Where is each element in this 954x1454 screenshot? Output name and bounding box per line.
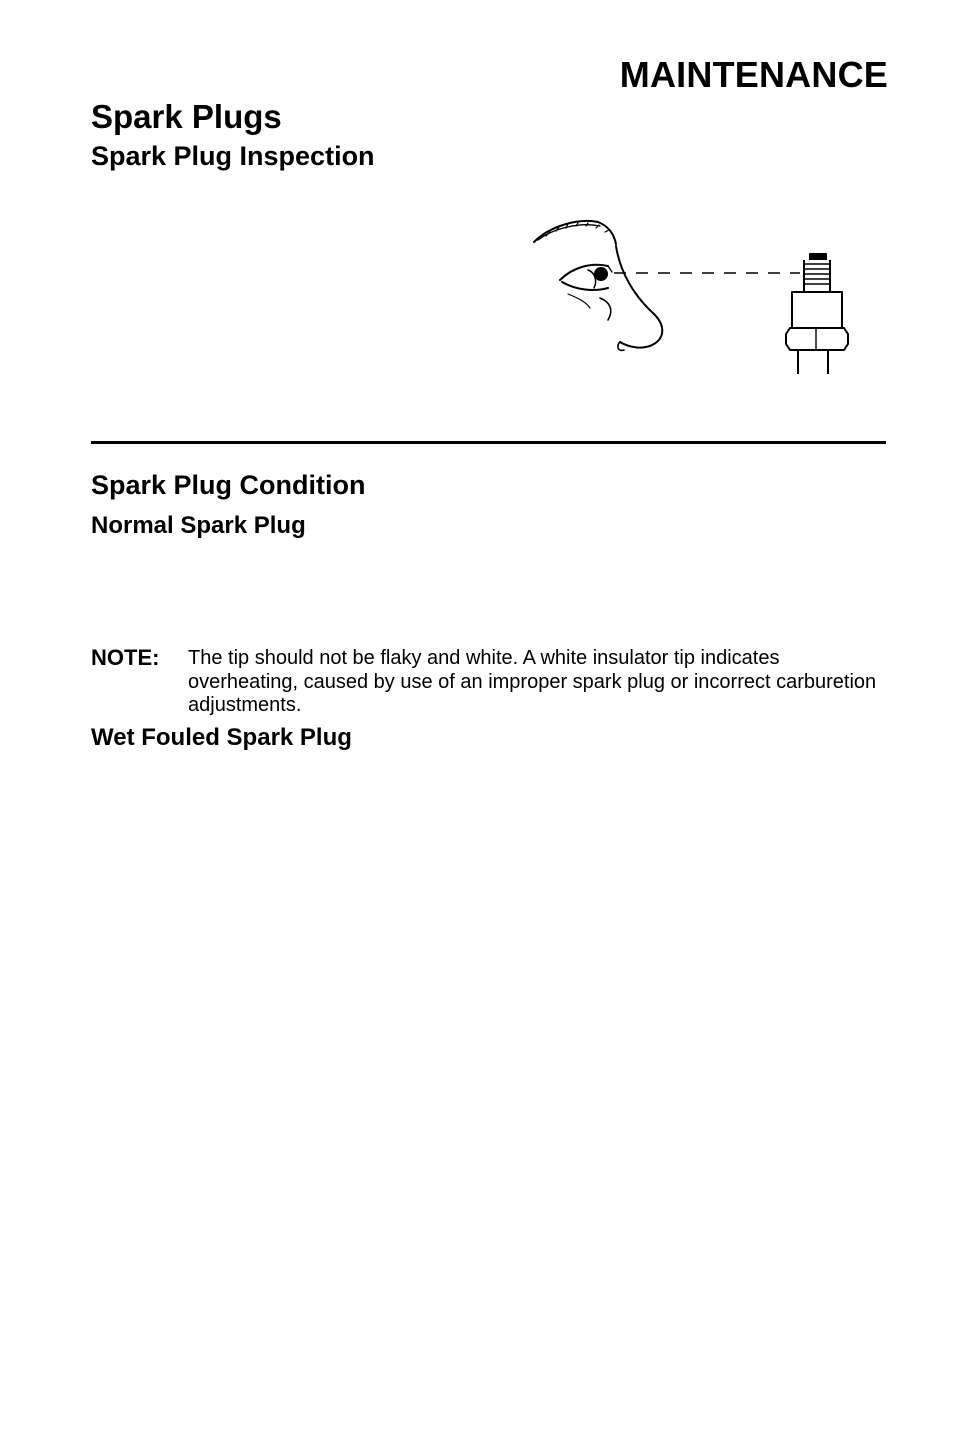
normal-spark-plug-heading: Normal Spark Plug bbox=[91, 512, 306, 539]
wet-fouled-spark-plug-heading: Wet Fouled Spark Plug bbox=[91, 724, 352, 751]
page-title: Spark Plugs bbox=[91, 98, 282, 135]
spark-plug-condition-heading: Spark Plug Condition bbox=[91, 470, 366, 500]
nose bbox=[616, 246, 662, 348]
spark-plug-inspection-heading: Spark Plug Inspection bbox=[91, 141, 375, 171]
spark-plug bbox=[786, 254, 848, 374]
section-divider bbox=[91, 441, 886, 444]
section-header: MAINTENANCE bbox=[619, 54, 888, 95]
note-text: The tip should not be flaky and white. A white insulator tip indicates overheating, caused by use of an improper spark plug or incorrect carburetion adjustments. bbox=[188, 647, 877, 716]
eyebrow bbox=[534, 221, 616, 244]
eye-inspecting-spark-plug-illustration bbox=[528, 214, 868, 379]
note-label: NOTE: bbox=[91, 645, 160, 670]
